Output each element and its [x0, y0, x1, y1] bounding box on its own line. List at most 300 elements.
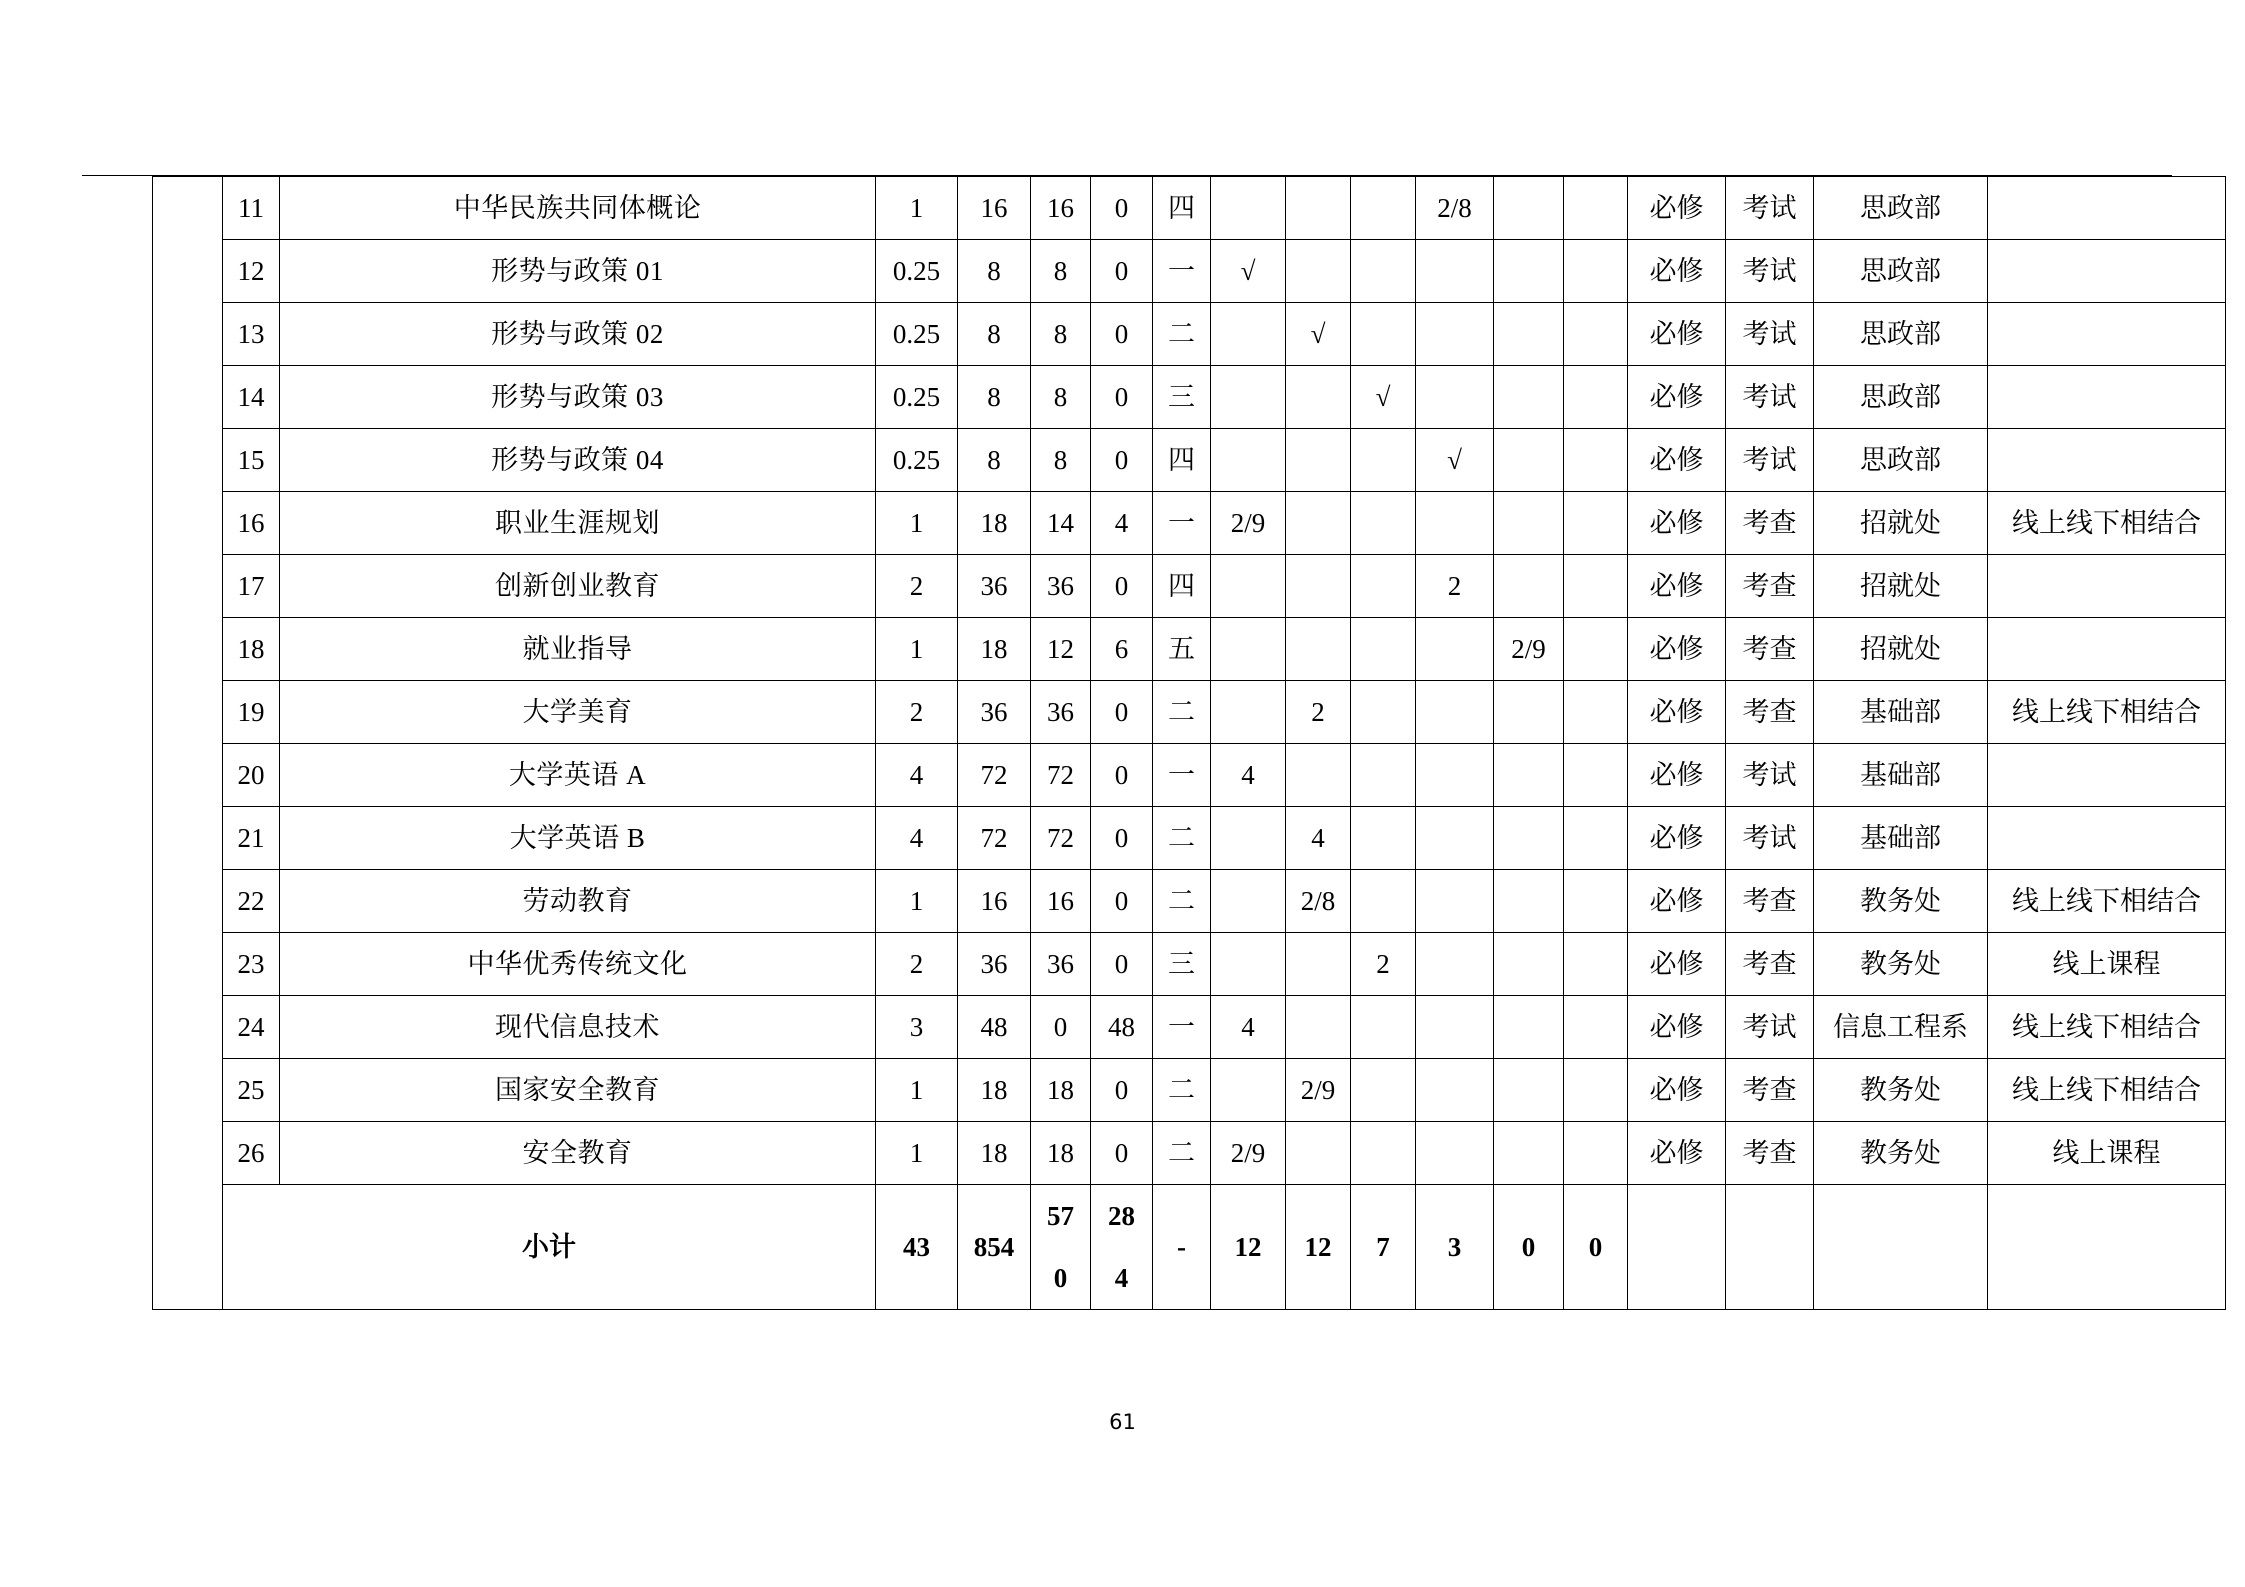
note-cell — [1988, 366, 2226, 429]
practice-hours-cell: 0 — [1091, 870, 1153, 933]
semester-5-cell — [1494, 807, 1564, 870]
semester-1-cell: 4 — [1211, 996, 1286, 1059]
department-cell: 教务处 — [1814, 1122, 1988, 1185]
credits-cell: 1 — [876, 1059, 958, 1122]
theory-hours-cell: 72 — [1031, 744, 1091, 807]
subtotal-total-hours: 854 — [958, 1185, 1031, 1310]
department-cell: 思政部 — [1814, 177, 1988, 240]
semester-1-cell — [1211, 681, 1286, 744]
course-type-cell: 必修 — [1628, 177, 1726, 240]
semester-3-cell — [1351, 303, 1416, 366]
total-hours-cell: 16 — [958, 870, 1031, 933]
row-number-cell: 16 — [223, 492, 280, 555]
semester-5-cell — [1494, 933, 1564, 996]
subtotal-course-type — [1628, 1185, 1726, 1310]
semester-4-cell — [1416, 1122, 1494, 1185]
table-row — [153, 1122, 2226, 1185]
practice-hours-cell: 0 — [1091, 1122, 1153, 1185]
semester-4-cell: 2 — [1416, 555, 1494, 618]
semester-3-cell — [1351, 807, 1416, 870]
table-row — [153, 870, 2226, 933]
semester-1-cell — [1211, 555, 1286, 618]
semester-4-cell — [1416, 240, 1494, 303]
category-cell — [153, 177, 223, 1310]
assessment-method-cell: 考查 — [1726, 1122, 1814, 1185]
semester-1-cell: 2/9 — [1211, 492, 1286, 555]
table-row — [153, 807, 2226, 870]
page-number: 61 — [1109, 1410, 1136, 1434]
note-cell — [1988, 303, 2226, 366]
department-cell: 思政部 — [1814, 303, 1988, 366]
semester-4-cell — [1416, 870, 1494, 933]
course-name-cell: 劳动教育 — [280, 870, 876, 933]
course-name-cell: 国家安全教育 — [280, 1059, 876, 1122]
semester-1-cell — [1211, 933, 1286, 996]
practice-hours-cell: 0 — [1091, 240, 1153, 303]
course-type-cell: 必修 — [1628, 240, 1726, 303]
course-name-cell: 大学英语 B — [280, 807, 876, 870]
course-name-cell: 形势与政策 02 — [280, 303, 876, 366]
semester-3-cell — [1351, 429, 1416, 492]
semester-2-cell — [1286, 933, 1351, 996]
semester-6-cell — [1564, 555, 1628, 618]
assessment-method-cell: 考试 — [1726, 177, 1814, 240]
assessment-method-cell: 考查 — [1726, 555, 1814, 618]
department-cell: 思政部 — [1814, 366, 1988, 429]
semester-2-cell — [1286, 555, 1351, 618]
course-name-cell: 大学英语 A — [280, 744, 876, 807]
exam-term-cell: 一 — [1153, 240, 1211, 303]
course-type-cell: 必修 — [1628, 807, 1726, 870]
exam-term-cell: 三 — [1153, 366, 1211, 429]
exam-term-cell: 一 — [1153, 744, 1211, 807]
credits-cell: 1 — [876, 1122, 958, 1185]
subtotal-exam-term: - — [1153, 1185, 1211, 1310]
theory-hours-cell: 8 — [1031, 303, 1091, 366]
semester-4-cell — [1416, 618, 1494, 681]
semester-6-cell — [1564, 870, 1628, 933]
row-number-cell: 17 — [223, 555, 280, 618]
row-number-cell: 12 — [223, 240, 280, 303]
practice-hours-cell: 0 — [1091, 303, 1153, 366]
table-row — [153, 555, 2226, 618]
exam-term-cell: 二 — [1153, 1059, 1211, 1122]
subtotal-semester-3: 7 — [1351, 1185, 1416, 1310]
practice-hours-cell: 0 — [1091, 177, 1153, 240]
subtotal-practice-hours — [1091, 1185, 1153, 1310]
semester-6-cell — [1564, 240, 1628, 303]
course-name-cell: 创新创业教育 — [280, 555, 876, 618]
semester-1-cell — [1211, 870, 1286, 933]
assessment-method-cell: 考试 — [1726, 807, 1814, 870]
total-hours-cell: 18 — [958, 1059, 1031, 1122]
total-hours-cell: 8 — [958, 429, 1031, 492]
note-cell — [1988, 555, 2226, 618]
practice-hours-cell: 0 — [1091, 555, 1153, 618]
note-cell — [1988, 618, 2226, 681]
practice-hours-cell: 4 — [1091, 492, 1153, 555]
credits-cell: 0.25 — [876, 303, 958, 366]
table-row — [153, 744, 2226, 807]
subtotal-note — [1988, 1185, 2226, 1310]
note-cell: 线上线下相结合 — [1988, 996, 2226, 1059]
table-row — [153, 618, 2226, 681]
subtotal-theory-hours-stack — [1047, 1185, 1074, 1309]
department-cell: 基础部 — [1814, 807, 1988, 870]
department-cell: 思政部 — [1814, 240, 1988, 303]
course-name-cell: 形势与政策 04 — [280, 429, 876, 492]
course-type-cell: 必修 — [1628, 303, 1726, 366]
practice-hours-cell: 0 — [1091, 807, 1153, 870]
course-type-cell: 必修 — [1628, 1059, 1726, 1122]
total-hours-cell: 36 — [958, 933, 1031, 996]
semester-6-cell — [1564, 681, 1628, 744]
subtotal-semester-1: 12 — [1211, 1185, 1286, 1310]
theory-hours-cell: 8 — [1031, 240, 1091, 303]
semester-3-cell — [1351, 681, 1416, 744]
exam-term-cell: 四 — [1153, 555, 1211, 618]
subtotal-label: 小计 — [223, 1185, 876, 1310]
theory-hours-cell: 14 — [1031, 492, 1091, 555]
exam-term-cell: 一 — [1153, 492, 1211, 555]
semester-5-cell — [1494, 870, 1564, 933]
course-name-cell: 大学美育 — [280, 681, 876, 744]
practice-hours-cell: 48 — [1091, 996, 1153, 1059]
department-cell: 基础部 — [1814, 744, 1988, 807]
row-number-cell: 21 — [223, 807, 280, 870]
semester-4-cell — [1416, 807, 1494, 870]
credits-cell: 1 — [876, 618, 958, 681]
course-name-cell: 形势与政策 03 — [280, 366, 876, 429]
credits-cell: 2 — [876, 555, 958, 618]
note-cell: 线上线下相结合 — [1988, 681, 2226, 744]
semester-4-cell — [1416, 492, 1494, 555]
course-type-cell: 必修 — [1628, 933, 1726, 996]
table-row — [153, 366, 2226, 429]
theory-hours-cell: 36 — [1031, 555, 1091, 618]
semester-1-cell — [1211, 807, 1286, 870]
theory-hours-cell: 36 — [1031, 933, 1091, 996]
practice-hours-cell: 0 — [1091, 429, 1153, 492]
semester-5-cell — [1494, 177, 1564, 240]
subtotal-practice-hours-line-2: 4 — [1114, 1263, 1129, 1293]
semester-6-cell — [1564, 492, 1628, 555]
semester-1-cell — [1211, 618, 1286, 681]
semester-5-cell — [1494, 240, 1564, 303]
credits-cell: 0.25 — [876, 366, 958, 429]
table-row — [153, 996, 2226, 1059]
exam-term-cell: 二 — [1153, 807, 1211, 870]
assessment-method-cell: 考试 — [1726, 429, 1814, 492]
credits-cell: 1 — [876, 177, 958, 240]
course-type-cell: 必修 — [1628, 1122, 1726, 1185]
note-cell: 线上线下相结合 — [1988, 492, 2226, 555]
semester-4-cell — [1416, 681, 1494, 744]
course-name-cell: 就业指导 — [280, 618, 876, 681]
subtotal-practice-hours-line-1: 28 — [1108, 1201, 1135, 1231]
semester-3-cell — [1351, 177, 1416, 240]
theory-hours-cell: 0 — [1031, 996, 1091, 1059]
row-number-cell: 22 — [223, 870, 280, 933]
semester-3-cell — [1351, 1059, 1416, 1122]
semester-4-cell — [1416, 933, 1494, 996]
semester-1-cell — [1211, 177, 1286, 240]
semester-5-cell — [1494, 429, 1564, 492]
course-type-cell: 必修 — [1628, 681, 1726, 744]
exam-term-cell: 一 — [1153, 996, 1211, 1059]
course-name-cell: 职业生涯规划 — [280, 492, 876, 555]
semester-3-cell — [1351, 492, 1416, 555]
total-hours-cell: 72 — [958, 744, 1031, 807]
semester-4-cell — [1416, 996, 1494, 1059]
practice-hours-cell: 0 — [1091, 744, 1153, 807]
credits-cell: 1 — [876, 492, 958, 555]
semester-5-cell — [1494, 366, 1564, 429]
semester-2-cell — [1286, 1122, 1351, 1185]
total-hours-cell: 18 — [958, 492, 1031, 555]
theory-hours-cell: 12 — [1031, 618, 1091, 681]
semester-6-cell — [1564, 618, 1628, 681]
course-type-cell: 必修 — [1628, 492, 1726, 555]
assessment-method-cell: 考查 — [1726, 492, 1814, 555]
note-cell — [1988, 807, 2226, 870]
semester-3-cell — [1351, 1122, 1416, 1185]
semester-5-cell — [1494, 1122, 1564, 1185]
semester-1-cell: 2/9 — [1211, 1122, 1286, 1185]
total-hours-cell: 48 — [958, 996, 1031, 1059]
course-type-cell: 必修 — [1628, 555, 1726, 618]
total-hours-cell: 18 — [958, 618, 1031, 681]
table-row — [153, 303, 2226, 366]
exam-term-cell: 四 — [1153, 429, 1211, 492]
subtotal-theory-hours-line-2: 0 — [1053, 1263, 1068, 1293]
row-number-cell: 19 — [223, 681, 280, 744]
course-type-cell: 必修 — [1628, 618, 1726, 681]
semester-6-cell — [1564, 1059, 1628, 1122]
course-name-cell: 现代信息技术 — [280, 996, 876, 1059]
department-cell: 思政部 — [1814, 429, 1988, 492]
semester-6-cell — [1564, 366, 1628, 429]
semester-5-cell — [1494, 681, 1564, 744]
semester-2-cell — [1286, 177, 1351, 240]
semester-2-cell — [1286, 240, 1351, 303]
subtotal-semester-2: 12 — [1286, 1185, 1351, 1310]
subtotal-semester-5: 0 — [1494, 1185, 1564, 1310]
assessment-method-cell: 考试 — [1726, 744, 1814, 807]
theory-hours-cell: 8 — [1031, 366, 1091, 429]
semester-6-cell — [1564, 807, 1628, 870]
semester-2-cell: 2/8 — [1286, 870, 1351, 933]
table-row — [153, 1059, 2226, 1122]
row-number-cell: 26 — [223, 1122, 280, 1185]
semester-1-cell — [1211, 303, 1286, 366]
semester-6-cell — [1564, 429, 1628, 492]
assessment-method-cell: 考查 — [1726, 1059, 1814, 1122]
semester-2-cell — [1286, 429, 1351, 492]
total-hours-cell: 36 — [958, 681, 1031, 744]
table-body — [153, 177, 2226, 1310]
table-row — [153, 933, 2226, 996]
row-number-cell: 24 — [223, 996, 280, 1059]
practice-hours-cell: 0 — [1091, 1059, 1153, 1122]
semester-2-cell: 2/9 — [1286, 1059, 1351, 1122]
practice-hours-cell: 0 — [1091, 681, 1153, 744]
total-hours-cell: 36 — [958, 555, 1031, 618]
course-type-cell: 必修 — [1628, 366, 1726, 429]
department-cell: 教务处 — [1814, 933, 1988, 996]
row-number-cell: 23 — [223, 933, 280, 996]
course-type-cell: 必修 — [1628, 996, 1726, 1059]
note-cell — [1988, 744, 2226, 807]
semester-3-cell: 2 — [1351, 933, 1416, 996]
course-name-cell: 形势与政策 01 — [280, 240, 876, 303]
exam-term-cell: 二 — [1153, 1122, 1211, 1185]
total-hours-cell: 16 — [958, 177, 1031, 240]
semester-3-cell — [1351, 996, 1416, 1059]
theory-hours-cell: 16 — [1031, 870, 1091, 933]
department-cell: 招就处 — [1814, 492, 1988, 555]
course-name-cell: 中华民族共同体概论 — [280, 177, 876, 240]
semester-2-cell: 4 — [1286, 807, 1351, 870]
semester-3-cell — [1351, 870, 1416, 933]
note-cell: 线上线下相结合 — [1988, 1059, 2226, 1122]
note-cell: 线上课程 — [1988, 1122, 2226, 1185]
semester-5-cell — [1494, 1059, 1564, 1122]
note-cell — [1988, 429, 2226, 492]
semester-6-cell — [1564, 744, 1628, 807]
course-name-cell: 中华优秀传统文化 — [280, 933, 876, 996]
semester-6-cell — [1564, 996, 1628, 1059]
exam-term-cell: 五 — [1153, 618, 1211, 681]
subtotal-assessment-method — [1726, 1185, 1814, 1310]
semester-4-cell — [1416, 366, 1494, 429]
subtotal-theory-hours — [1031, 1185, 1091, 1310]
theory-hours-cell: 8 — [1031, 429, 1091, 492]
semester-1-cell — [1211, 429, 1286, 492]
row-number-cell: 18 — [223, 618, 280, 681]
credits-cell: 2 — [876, 681, 958, 744]
semester-6-cell — [1564, 303, 1628, 366]
practice-hours-cell: 0 — [1091, 933, 1153, 996]
semester-3-cell: √ — [1351, 366, 1416, 429]
credits-cell: 0.25 — [876, 429, 958, 492]
course-name-cell: 安全教育 — [280, 1122, 876, 1185]
subtotal-theory-hours-line-1: 57 — [1047, 1201, 1074, 1231]
credits-cell: 4 — [876, 744, 958, 807]
note-cell: 线上线下相结合 — [1988, 870, 2226, 933]
assessment-method-cell: 考查 — [1726, 681, 1814, 744]
semester-2-cell — [1286, 996, 1351, 1059]
course-type-cell: 必修 — [1628, 870, 1726, 933]
semester-5-cell — [1494, 303, 1564, 366]
assessment-method-cell: 考试 — [1726, 303, 1814, 366]
semester-2-cell — [1286, 366, 1351, 429]
assessment-method-cell: 考试 — [1726, 366, 1814, 429]
row-number-cell: 13 — [223, 303, 280, 366]
semester-4-cell — [1416, 1059, 1494, 1122]
note-cell — [1988, 177, 2226, 240]
department-cell: 教务处 — [1814, 1059, 1988, 1122]
exam-term-cell: 三 — [1153, 933, 1211, 996]
exam-term-cell: 二 — [1153, 303, 1211, 366]
semester-2-cell — [1286, 618, 1351, 681]
total-hours-cell: 8 — [958, 303, 1031, 366]
exam-term-cell: 二 — [1153, 870, 1211, 933]
total-hours-cell: 8 — [958, 366, 1031, 429]
row-number-cell: 14 — [223, 366, 280, 429]
semester-1-cell: √ — [1211, 240, 1286, 303]
assessment-method-cell: 考试 — [1726, 996, 1814, 1059]
semester-6-cell — [1564, 1122, 1628, 1185]
semester-4-cell: √ — [1416, 429, 1494, 492]
note-cell: 线上课程 — [1988, 933, 2226, 996]
semester-3-cell — [1351, 744, 1416, 807]
row-number-cell: 20 — [223, 744, 280, 807]
total-hours-cell: 72 — [958, 807, 1031, 870]
credits-cell: 2 — [876, 933, 958, 996]
semester-1-cell — [1211, 1059, 1286, 1122]
semester-2-cell: 2 — [1286, 681, 1351, 744]
semester-5-cell: 2/9 — [1494, 618, 1564, 681]
assessment-method-cell: 考查 — [1726, 870, 1814, 933]
total-hours-cell: 18 — [958, 1122, 1031, 1185]
subtotal-row — [153, 1185, 2226, 1310]
semester-4-cell: 2/8 — [1416, 177, 1494, 240]
subtotal-department — [1814, 1185, 1988, 1310]
semester-5-cell — [1494, 744, 1564, 807]
theory-hours-cell: 18 — [1031, 1059, 1091, 1122]
semester-6-cell — [1564, 933, 1628, 996]
department-cell: 基础部 — [1814, 681, 1988, 744]
semester-3-cell — [1351, 240, 1416, 303]
subtotal-semester-6: 0 — [1564, 1185, 1628, 1310]
semester-4-cell — [1416, 744, 1494, 807]
credits-cell: 3 — [876, 996, 958, 1059]
subtotal-credits: 43 — [876, 1185, 958, 1310]
theory-hours-cell: 16 — [1031, 177, 1091, 240]
subtotal-semester-4: 3 — [1416, 1185, 1494, 1310]
department-cell: 教务处 — [1814, 870, 1988, 933]
semester-5-cell — [1494, 492, 1564, 555]
exam-term-cell: 二 — [1153, 681, 1211, 744]
table-row — [153, 177, 2226, 240]
course-type-cell: 必修 — [1628, 744, 1726, 807]
semester-2-cell — [1286, 744, 1351, 807]
practice-hours-cell: 6 — [1091, 618, 1153, 681]
assessment-method-cell: 考查 — [1726, 933, 1814, 996]
course-type-cell: 必修 — [1628, 429, 1726, 492]
table-row — [153, 429, 2226, 492]
credits-cell: 4 — [876, 807, 958, 870]
subtotal-practice-hours-stack — [1108, 1185, 1135, 1309]
row-number-cell: 25 — [223, 1059, 280, 1122]
theory-hours-cell: 72 — [1031, 807, 1091, 870]
credits-cell: 1 — [876, 870, 958, 933]
semester-5-cell — [1494, 555, 1564, 618]
exam-term-cell: 四 — [1153, 177, 1211, 240]
practice-hours-cell: 0 — [1091, 366, 1153, 429]
table-row — [153, 492, 2226, 555]
row-number-cell: 15 — [223, 429, 280, 492]
semester-1-cell — [1211, 366, 1286, 429]
department-cell: 信息工程系 — [1814, 996, 1988, 1059]
department-cell: 招就处 — [1814, 618, 1988, 681]
assessment-method-cell: 考试 — [1726, 240, 1814, 303]
theory-hours-cell: 36 — [1031, 681, 1091, 744]
department-cell: 招就处 — [1814, 555, 1988, 618]
credits-cell: 0.25 — [876, 240, 958, 303]
theory-hours-cell: 18 — [1031, 1122, 1091, 1185]
